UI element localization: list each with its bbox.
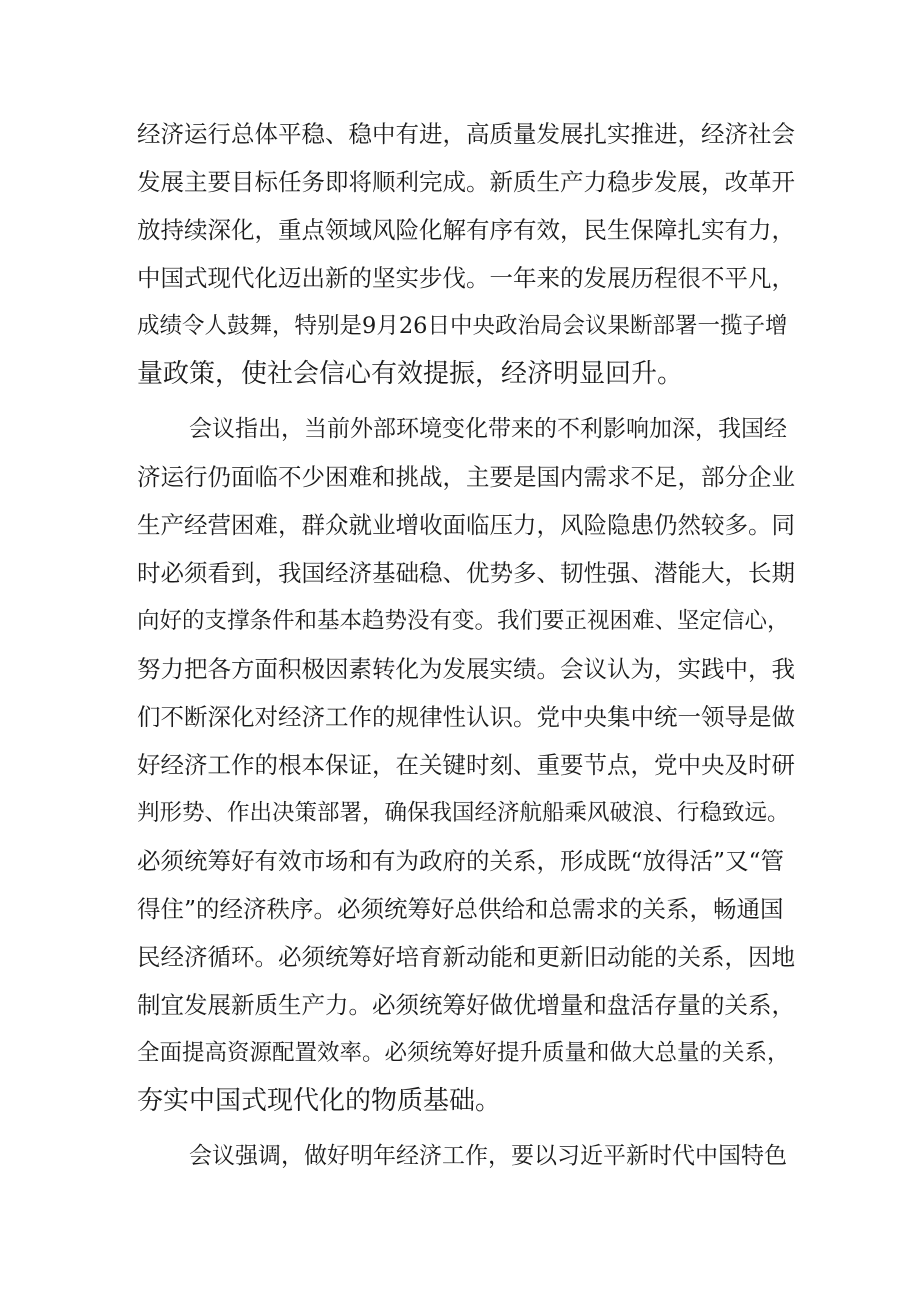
paragraph-first-line: 会议强调，做好明年经济工作，要以习近平新时代中国特色 <box>189 1143 787 1169</box>
text-line: 夯实中国式现代化的物质基础。 <box>137 1086 502 1116</box>
text-line: 发展主要目标任务即将顺利完成。新质生产力稳步发展，改革开 <box>137 168 795 196</box>
text-line: 量政策，使社会信心有效提振，经济明显回升。 <box>137 359 684 389</box>
text-line: 成绩令人鼓舞，特别是9月26日中央政治局会议果断部署一揽子增 <box>137 313 788 339</box>
text-line: 生产经营困难，群众就业增收面临压力，风险隐患仍然较多。同 <box>137 511 795 539</box>
text-line: 中国式现代化迈出新的坚实步伐。一年来的发展历程很不平凡， <box>137 264 795 292</box>
text-line: 时必须看到，我国经济基础稳、优势多、韧性强、潜能大，长期 <box>137 559 795 587</box>
text-line: 向好的支撑条件和基本趋势没有变。我们要正视困难、坚定信心， <box>137 608 790 634</box>
text-line: 济运行仍面临不少困难和挑战，主要是国内需求不足，部分企业 <box>137 463 795 491</box>
text-line: 全面提高资源配置效率。必须统筹好提升质量和做大总量的关系， <box>137 1040 790 1066</box>
paragraph-first-line: 会议指出，当前外部环境变化带来的不利影响加深，我国经 <box>189 416 787 442</box>
text-line: 经济运行总体平稳、稳中有进，高质量发展扎实推进，经济社会 <box>137 120 795 148</box>
text-line: 努力把各方面积极因素转化为发展实绩。会议认为，实践中，我 <box>137 655 795 683</box>
text-line: 们不断深化对经济工作的规律性认识。党中央集中统一领导是做 <box>137 703 795 731</box>
text-line: 得住”的经济秩序。必须统筹好总供给和总需求的关系，畅通国 <box>137 895 784 923</box>
text-line: 好经济工作的根本保证，在关键时刻、重要节点，党中央及时研 <box>137 751 795 779</box>
text-line: 制宜发展新质生产力。必须统筹好做优增量和盘活存量的关系， <box>137 991 795 1019</box>
text-line: 判形势、作出决策部署，确保我国经济航船乘风破浪、行稳致远。 <box>137 800 790 826</box>
text-line: 民经济循环。必须统筹好培育新动能和更新旧动能的关系，因地 <box>137 943 795 971</box>
text-line: 必须统筹好有效市场和有为政府的关系，形成既“放得活”又“管 <box>137 847 785 875</box>
text-line: 放持续深化，重点领域风险化解有序有效，民生保障扎实有力， <box>137 216 795 244</box>
